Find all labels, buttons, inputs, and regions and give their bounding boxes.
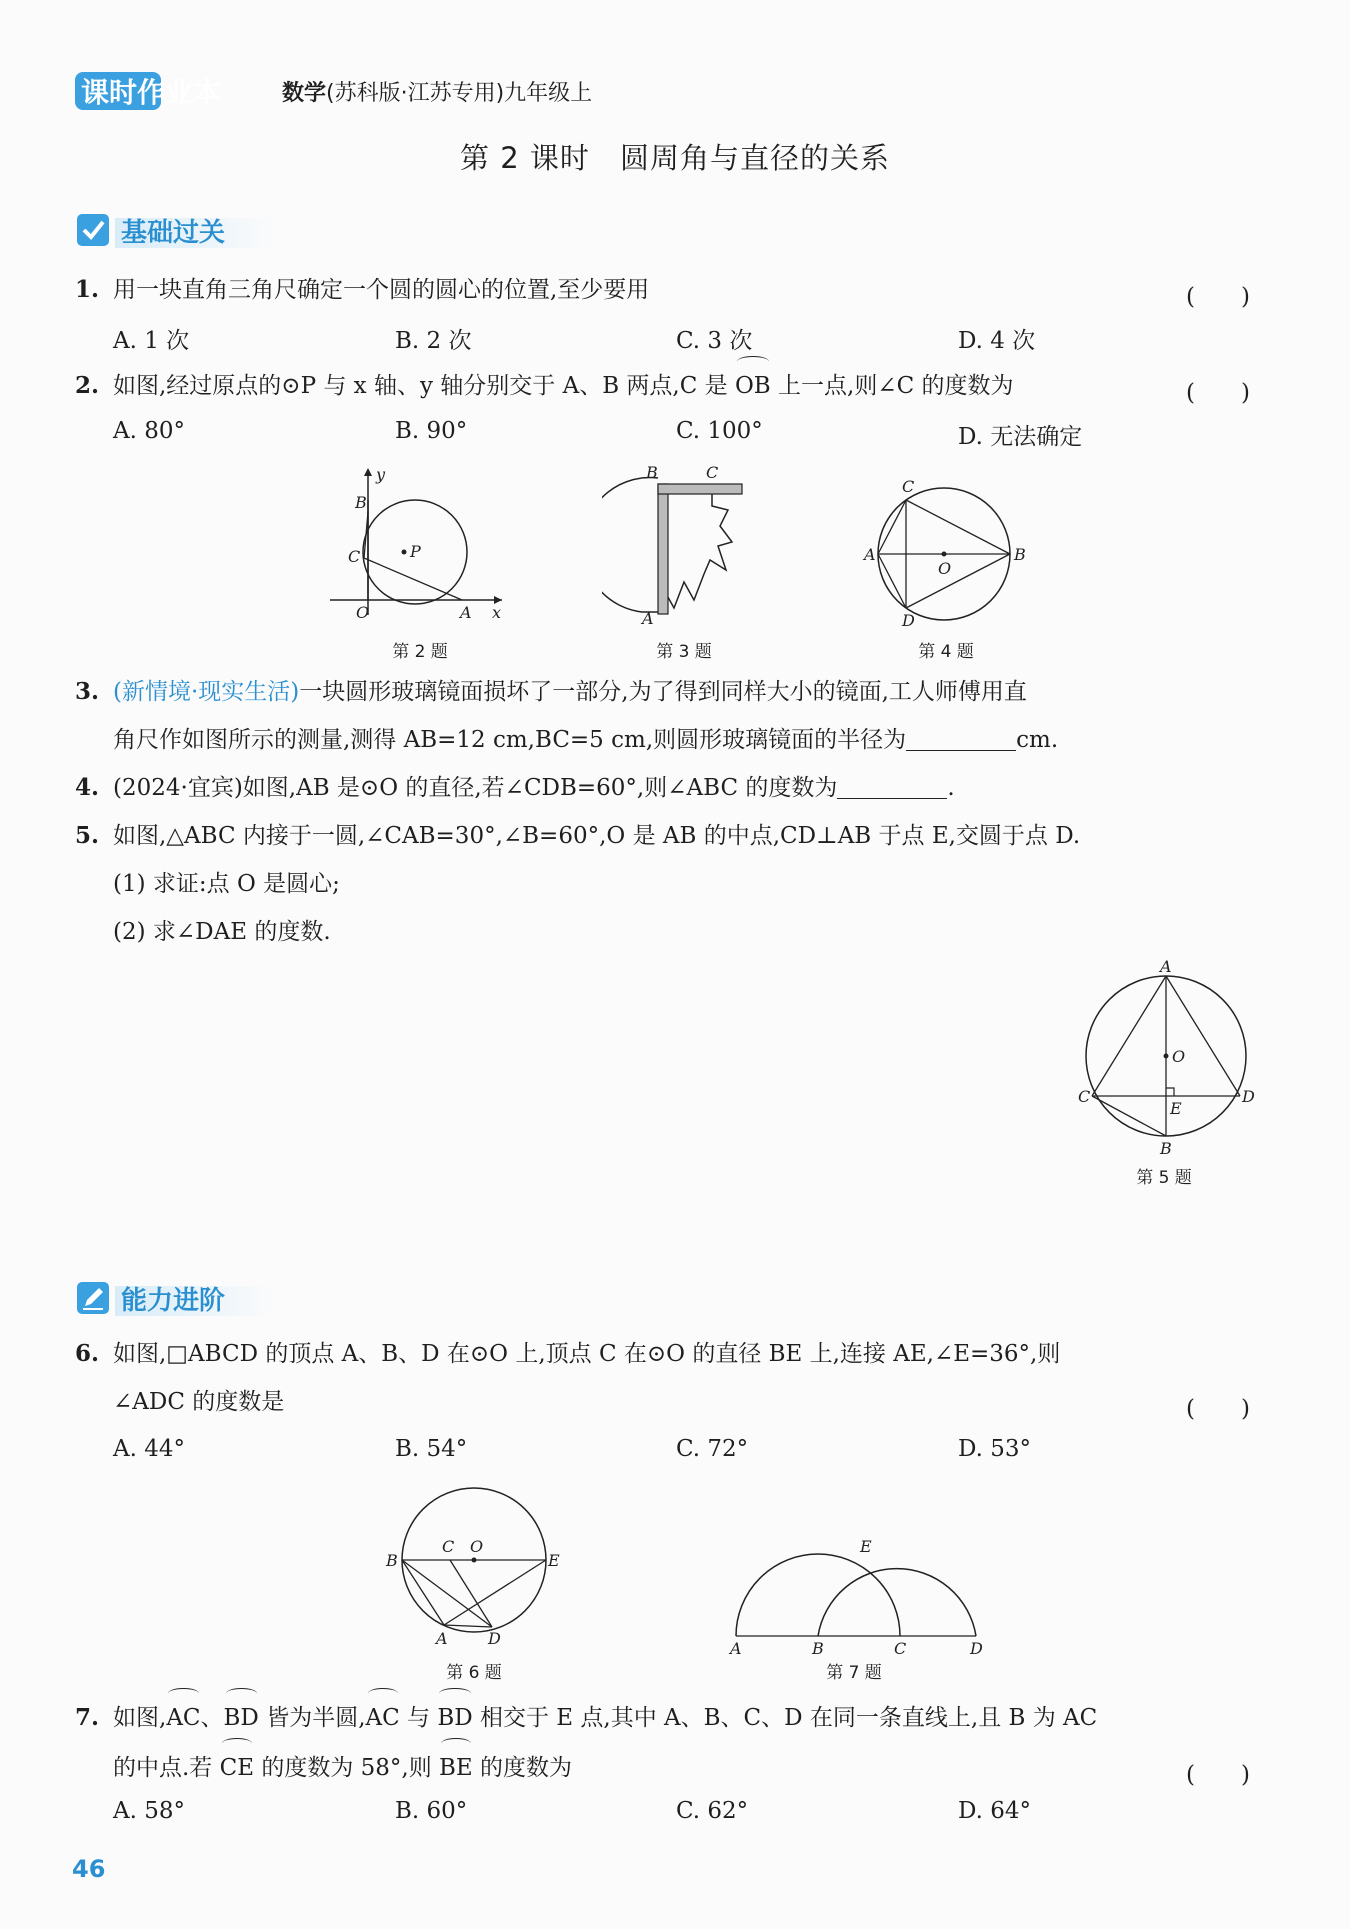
option-b[interactable]: B. 60° (395, 1798, 468, 1824)
figure-6 (382, 1480, 572, 1660)
figure-4 (862, 478, 1032, 628)
figure-3 (602, 462, 762, 632)
svg-text:D: D (1242, 1087, 1255, 1106)
question-3: 3. (新情境·现实生活)一块圆形玻璃镜面损坏了一部分,为了得到同样大小的镜面,工人师傅用直 (75, 678, 1027, 705)
figure-2 (320, 460, 510, 620)
caption-figure-5: 第 5 题 (1136, 1168, 1192, 1188)
svg-text:A: A (1160, 957, 1172, 976)
logo-text-a: 课时作业本 (81, 76, 222, 109)
option-b[interactable]: B. 2 次 (395, 328, 472, 354)
answer-paren-1[interactable]: ( ) (1186, 284, 1250, 310)
svg-text:O: O (938, 559, 952, 578)
option-c[interactable]: C. 62° (676, 1798, 749, 1824)
answer-paren-2[interactable]: ( ) (1186, 380, 1250, 406)
page-number: 46 (72, 1855, 106, 1883)
question-2: 2. 如图,经过原点的⊙P 与 x 轴、y 轴分别交于 A、B 两点,C 是 OB 上一点,则∠C 的度数为 (75, 362, 1014, 410)
option-c[interactable]: C. 3 次 (676, 328, 753, 354)
question-1: 1. 用一块直角三角尺确定一个圆的圆心的位置,至少要用 (75, 276, 650, 303)
arc-ob: OB (735, 362, 771, 410)
options-2 (113, 418, 1253, 458)
arc-bd: BD (437, 1694, 472, 1742)
svg-text:A: A (864, 545, 876, 564)
option-d[interactable]: D. 64° (958, 1798, 1032, 1824)
question-4: 4. (2024·宜宾)如图,AB 是⊙O 的直径,若∠CDB=60°,则∠ABC 的度数为 . (75, 774, 955, 801)
svg-text:B: B (1160, 1139, 1172, 1156)
svg-text:C: C (348, 547, 361, 566)
svg-text:B: B (646, 463, 658, 482)
question-7: 7. 如图,AC、BD 皆为半圆,AC 与 BD 相交于 E 点,其中 A、B、C、D 在同一条直线上,且 B 为 AC (75, 1694, 1097, 1742)
question-5-part-2: (2) 求∠DAE 的度数. (113, 919, 331, 945)
svg-text:C: C (442, 1537, 455, 1556)
question-6: 6. 如图,□ABCD 的顶点 A、B、D 在⊙O 上,顶点 C 在⊙O 的直径 BE 上,连接 AE,∠E=36°,则 (75, 1340, 1061, 1367)
svg-text:A: A (730, 1639, 742, 1658)
lesson-topic: 圆周角与直径的关系 (619, 141, 890, 175)
section-advanced (75, 1278, 275, 1318)
svg-text:P: P (410, 542, 421, 561)
caption-figure-2: 第 2 题 (392, 642, 448, 662)
svg-text:A: A (642, 609, 654, 628)
question-6-line2: ∠ADC 的度数是 (113, 1389, 285, 1415)
option-b[interactable]: B. 90° (395, 418, 468, 444)
option-c[interactable]: C. 100° (676, 418, 763, 444)
question-3-line2: 角尺作如图所示的测量,测得 AB=12 cm,BC=5 cm,则圆形玻璃镜面的半径为 cm. (113, 727, 1059, 753)
book-subtitle (282, 76, 592, 107)
lesson-title (0, 136, 1350, 177)
svg-text:x: x (492, 603, 502, 620)
option-a[interactable]: A. 44° (113, 1436, 185, 1462)
checkbox-icon (75, 212, 111, 248)
svg-text:A: A (436, 1629, 448, 1648)
options-7 (113, 1798, 1253, 1838)
answer-blank-4[interactable] (837, 774, 947, 799)
answer-paren-7[interactable]: ( ) (1186, 1762, 1250, 1788)
option-a[interactable]: A. 80° (113, 418, 185, 444)
question-7-line2: 的中点.若 CE 的度数为 58°,则 BE 的度数为 (113, 1744, 572, 1792)
question-5: 5. 如图,△ABC 内接于一圆,∠CAB=30°,∠B=60°,O 是 AB 的中点,CD⊥AB 于点 E,交圆于点 D. (75, 822, 1081, 849)
lesson-number: 第 2 课时 (460, 141, 590, 175)
caption-figure-6: 第 6 题 (446, 1663, 502, 1683)
options-6 (113, 1436, 1253, 1476)
option-c[interactable]: C. 72° (676, 1436, 749, 1462)
svg-text:O: O (356, 603, 370, 620)
section-basic-label: 基础过关 (121, 218, 226, 248)
arc-be: BE (439, 1744, 473, 1792)
arc-ac: AC (366, 1694, 400, 1742)
svg-text:D: D (902, 611, 915, 628)
svg-text:A: A (460, 603, 472, 620)
svg-text:y: y (376, 465, 386, 484)
svg-text:D: D (970, 1639, 983, 1658)
option-b[interactable]: B. 54° (395, 1436, 468, 1462)
section-basic (75, 210, 275, 250)
option-a[interactable]: A. 58° (113, 1798, 185, 1824)
option-a[interactable]: A. 1 次 (113, 328, 190, 354)
figure-5 (1070, 956, 1260, 1156)
svg-text:B: B (355, 493, 367, 512)
svg-text:D: D (488, 1629, 501, 1648)
options-1 (113, 322, 1253, 362)
svg-text:C: C (1078, 1087, 1091, 1106)
edition-text: (苏科版·江苏专用)九年级上 (326, 81, 593, 106)
arc-ce: CE (220, 1744, 254, 1792)
svg-text:E: E (1170, 1099, 1182, 1118)
caption-figure-4: 第 4 题 (918, 642, 974, 662)
arc-ac: AC (166, 1694, 200, 1742)
svg-text:E: E (860, 1537, 872, 1556)
caption-figure-7: 第 7 题 (826, 1663, 882, 1683)
svg-text:B: B (1014, 545, 1026, 564)
svg-text:B: B (812, 1639, 824, 1658)
option-d[interactable]: D. 53° (958, 1436, 1032, 1462)
arc-bd: BD (224, 1694, 259, 1742)
svg-text:O: O (1172, 1047, 1186, 1066)
answer-paren-6[interactable]: ( ) (1186, 1396, 1250, 1422)
brand-logo (75, 68, 265, 114)
svg-text:C: C (902, 478, 915, 496)
caption-figure-3: 第 3 题 (656, 642, 712, 662)
svg-text:C: C (894, 1639, 907, 1658)
section-advanced-label: 能力进阶 (121, 1286, 226, 1316)
figure-7 (720, 1530, 990, 1660)
option-d[interactable]: D. 无法确定 (958, 424, 1083, 450)
svg-text:E: E (548, 1551, 560, 1570)
subject-name: 数学 (282, 81, 327, 106)
context-tag: (新情境·现实生活) (113, 679, 300, 705)
svg-text:B: B (386, 1551, 398, 1570)
question-5-part-1: (1) 求证:点 O 是圆心; (113, 871, 340, 897)
svg-text:O: O (470, 1537, 484, 1556)
option-d[interactable]: D. 4 次 (958, 328, 1036, 354)
svg-text:C: C (706, 463, 719, 482)
pencil-icon (75, 1280, 111, 1316)
answer-blank-3[interactable] (906, 726, 1016, 751)
